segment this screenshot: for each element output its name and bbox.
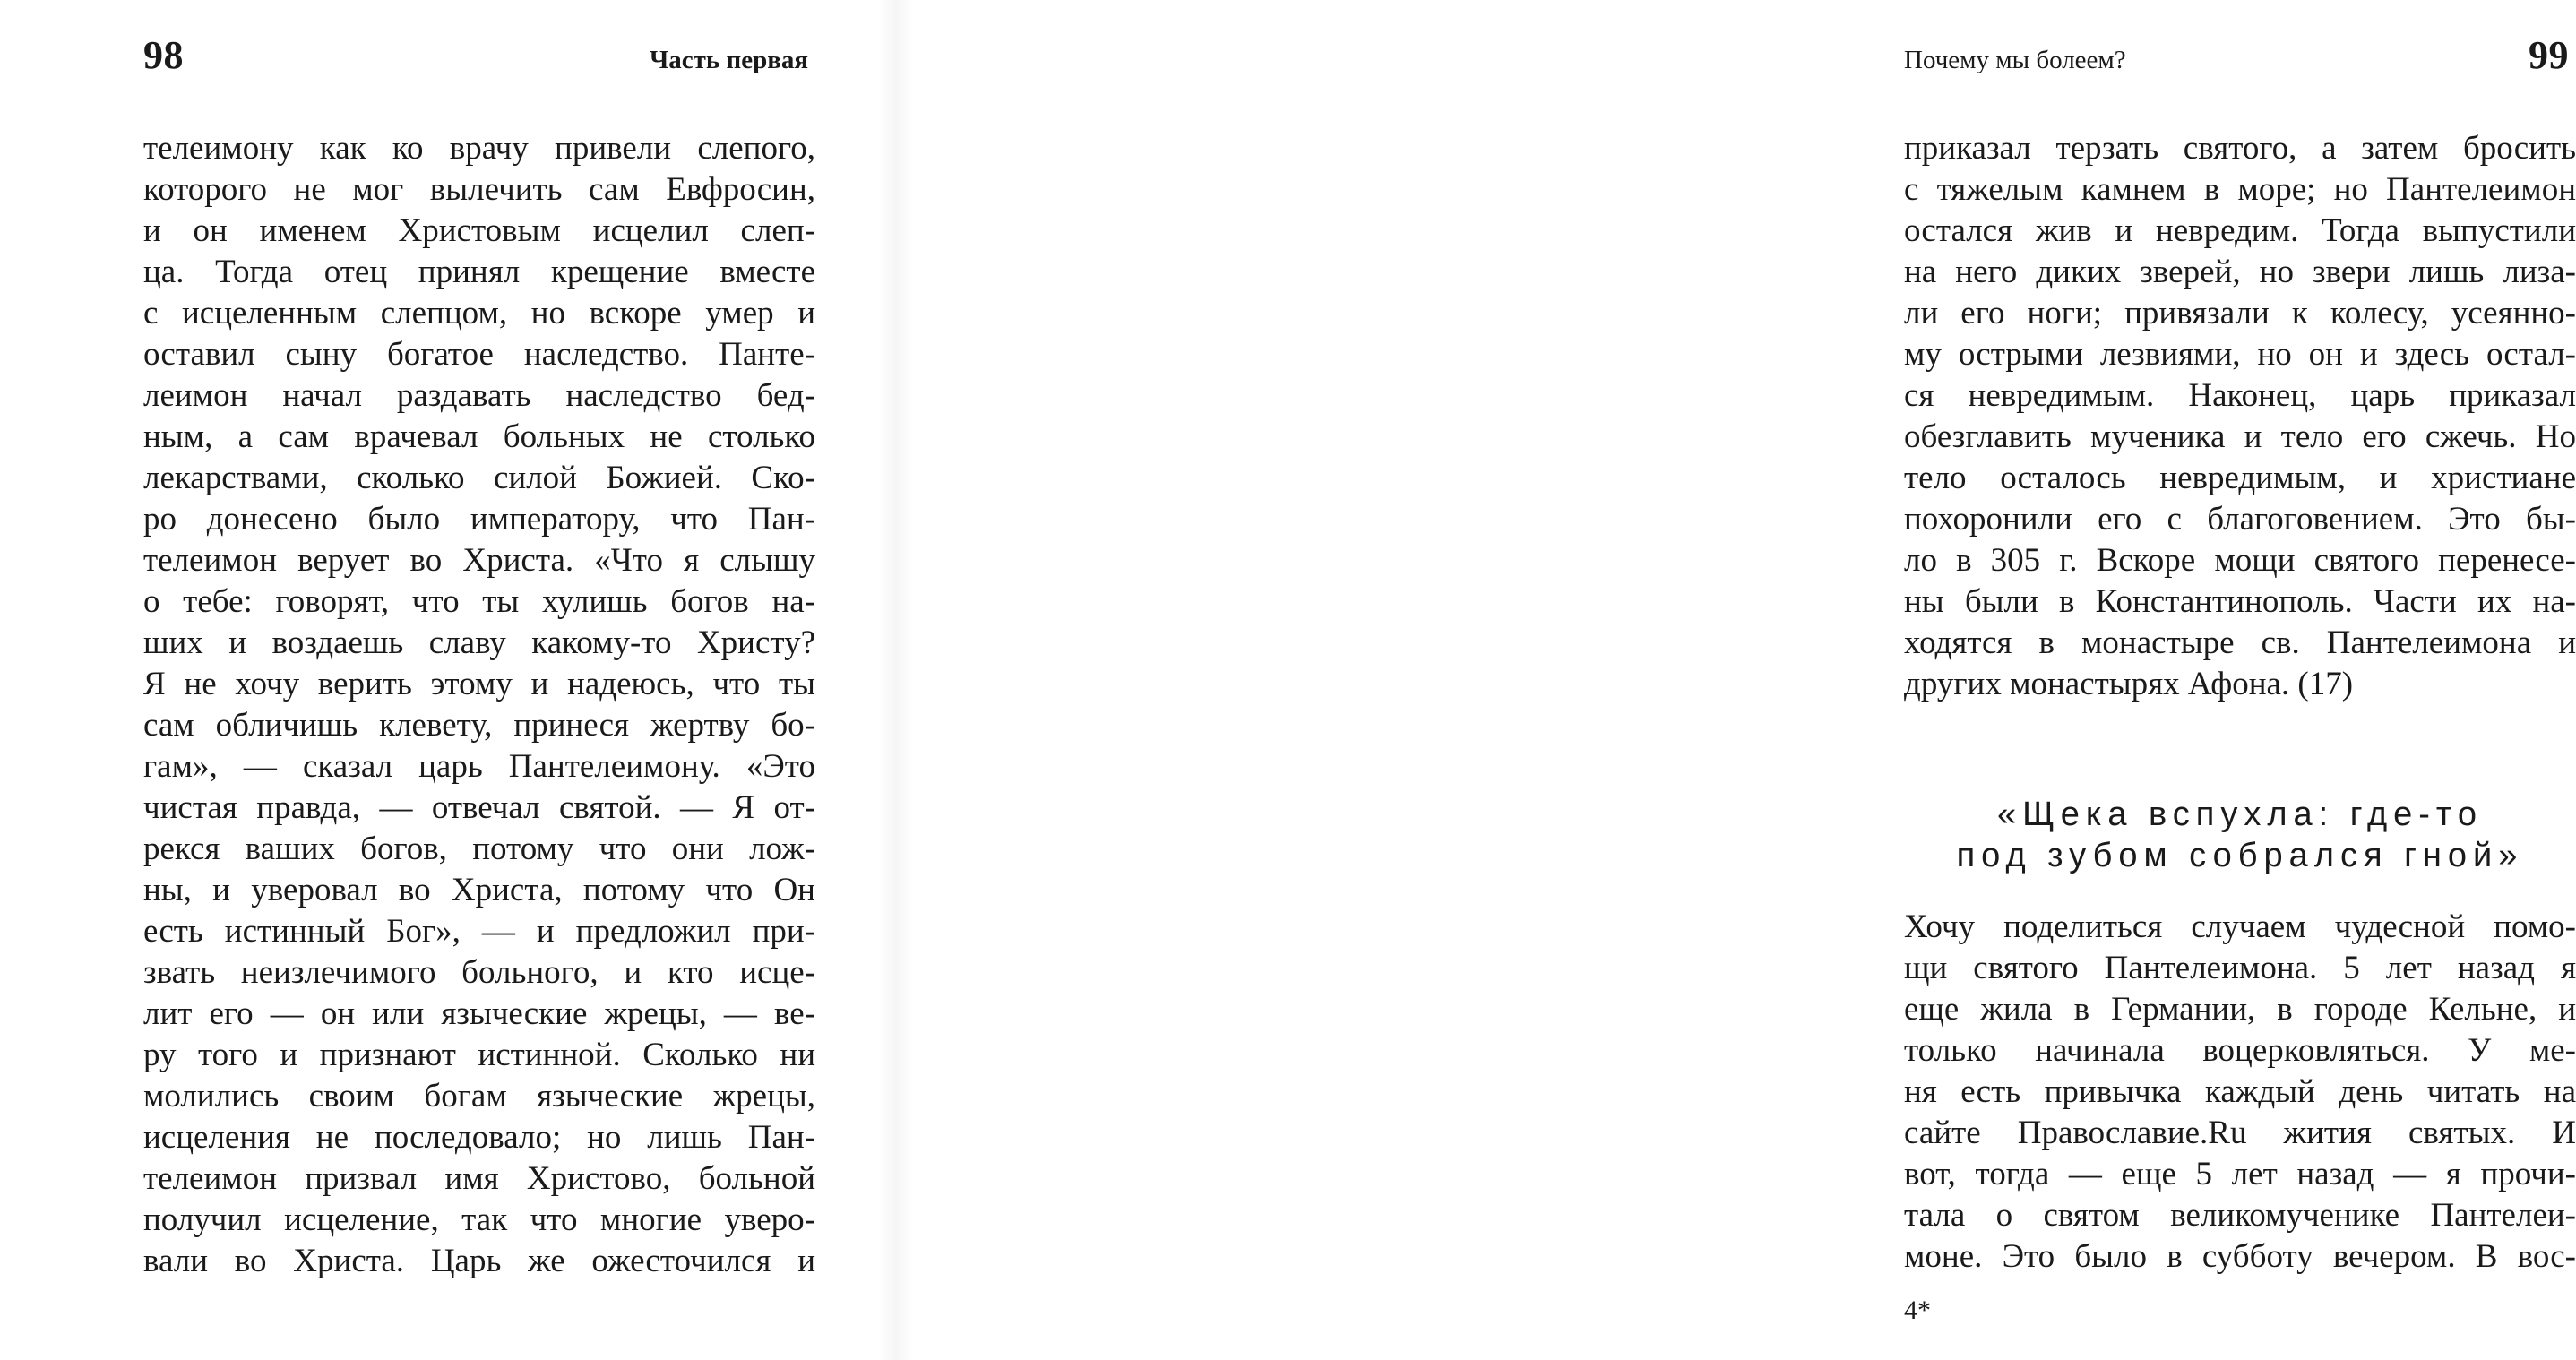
left-running-head: Часть первая [650,46,809,74]
text-line: ших и воздаешь славу какому-то Христу? [143,624,815,661]
text-line: ца. Тогда отец принял крещение вместе [143,254,815,290]
heading-line: под зубом собрался гной» [1956,837,2524,874]
text-line: ся невредимым. Наконец, царь приказал [1904,377,2576,414]
text-line: рекся ваших богов, потому что они лож- [143,831,815,867]
text-line: моне. Это было в субботу вечером. В вос- [1904,1238,2576,1275]
text-line: есть истинный Бог», — и предложил при- [143,913,815,950]
text-line: с тяжелым камнем в море; но Пантелеимон [1904,171,2576,208]
left-page-number: 98 [143,33,184,77]
text-line: телеимон верует во Христа. «Что я слышу [143,542,815,579]
text-line: телеимону как ко врачу привели слепого, [143,130,815,167]
text-line: ня есть привычка каждый день читать на [1904,1073,2576,1110]
text-line: оставил сыну богатое наследство. Панте- [143,336,815,373]
signature-mark: 4* [1904,1295,1931,1325]
text-line: Я не хочу верить этому и надеюсь, что ты [143,666,815,702]
text-line: и он именем Христовым исцелил слеп- [143,212,815,249]
text-line: лекарствами, сколько силой Божией. Ско- [143,460,815,496]
text-line: му острыми лезвиями, но он и здесь остал- [1904,336,2576,373]
text-line: ным, а сам врачевал больных не столько [143,418,815,455]
right-page [896,0,2576,1360]
left-page [0,0,896,1360]
text-line: Хочу поделиться случаем чудесной помо- [1904,908,2576,945]
text-line: телеимон призвал имя Христово, больной [143,1160,815,1197]
text-line: о тебе: говорят, что ты хулишь богов на- [143,583,815,620]
text-line: ны были в Константинополь. Части их на- [1904,583,2576,620]
text-line: похоронили его с благоговением. Это бы- [1904,501,2576,538]
text-line: сайте Православие.Ru жития святых. И [1904,1115,2576,1151]
text-line: ло в 305 г. Вскоре мощи святого перенесе- [1904,542,2576,579]
text-line: обезглавить мученика и тело его сжечь. Но [1904,418,2576,455]
text-line: молились своим богам языческие жрецы, [143,1078,815,1115]
right-body-text-bottom [1904,907,2576,1278]
text-line: с исцеленным слепцом, но вскоре умер и [143,295,815,331]
text-line: только начинала воцерковляться. У ме- [1904,1032,2576,1069]
right-page-number: 99 [2529,33,2569,77]
text-line: леимон начал раздавать наследство бед- [143,377,815,414]
text-line: чистая правда, — отвечал святой. — Я от- [143,789,815,826]
text-line: других монастырях Афона. (17) [1904,666,2354,702]
text-line: остался жив и невредим. Тогда выпустили [1904,212,2576,249]
text-line: вали во Христа. Царь же ожесточился и [143,1243,815,1279]
text-line: которого не мог вылечить сам Евфросин, [143,171,815,208]
text-line: вот, тогда — еще 5 лет назад — я прочи- [1904,1156,2576,1192]
text-line: звать неизлечимого больного, и кто исце- [143,954,815,991]
right-body-text-top [1904,128,2576,705]
section-heading [1904,794,2576,876]
text-line: тело осталось невредимым, и христиане [1904,460,2576,496]
text-line: ру того и признают истинной. Сколько ни [143,1037,815,1073]
text-line: исцеления не последовало; но лишь Пан- [143,1119,815,1156]
text-line: приказал терзать святого, а затем бросить [1904,130,2576,167]
text-line: ли его ноги; привязали к колесу, усеянно- [1904,295,2576,331]
text-line: щи святого Пантелеимона. 5 лет назад я [1904,950,2576,986]
text-line: на него диких зверей, но звери лишь лиза- [1904,254,2576,290]
left-body-text [143,128,815,1282]
text-line: получил исцеление, так что многие уверо- [143,1201,815,1238]
heading-line: «Щека вспухла: где-то [1996,796,2484,833]
right-running-head: Почему мы болеем? [1904,46,2126,74]
text-line: ны, и уверовал во Христа, потому что Он [143,872,815,908]
text-line: еще жила в Германии, в городе Кельне, и [1904,991,2576,1028]
text-line: гам», — сказал царь Пантелеимону. «Это [143,748,815,785]
text-line: ходятся в монастыре св. Пантелеимона и [1904,624,2576,661]
text-line: ро донесено было императору, что Пан- [143,501,815,538]
text-line: тала о святом великомученике Пантелеи- [1904,1197,2576,1234]
text-line: лит его — он или языческие жрецы, — ве- [143,995,815,1032]
text-line: сам обличишь клевету, принеся жертву бо- [143,707,815,744]
